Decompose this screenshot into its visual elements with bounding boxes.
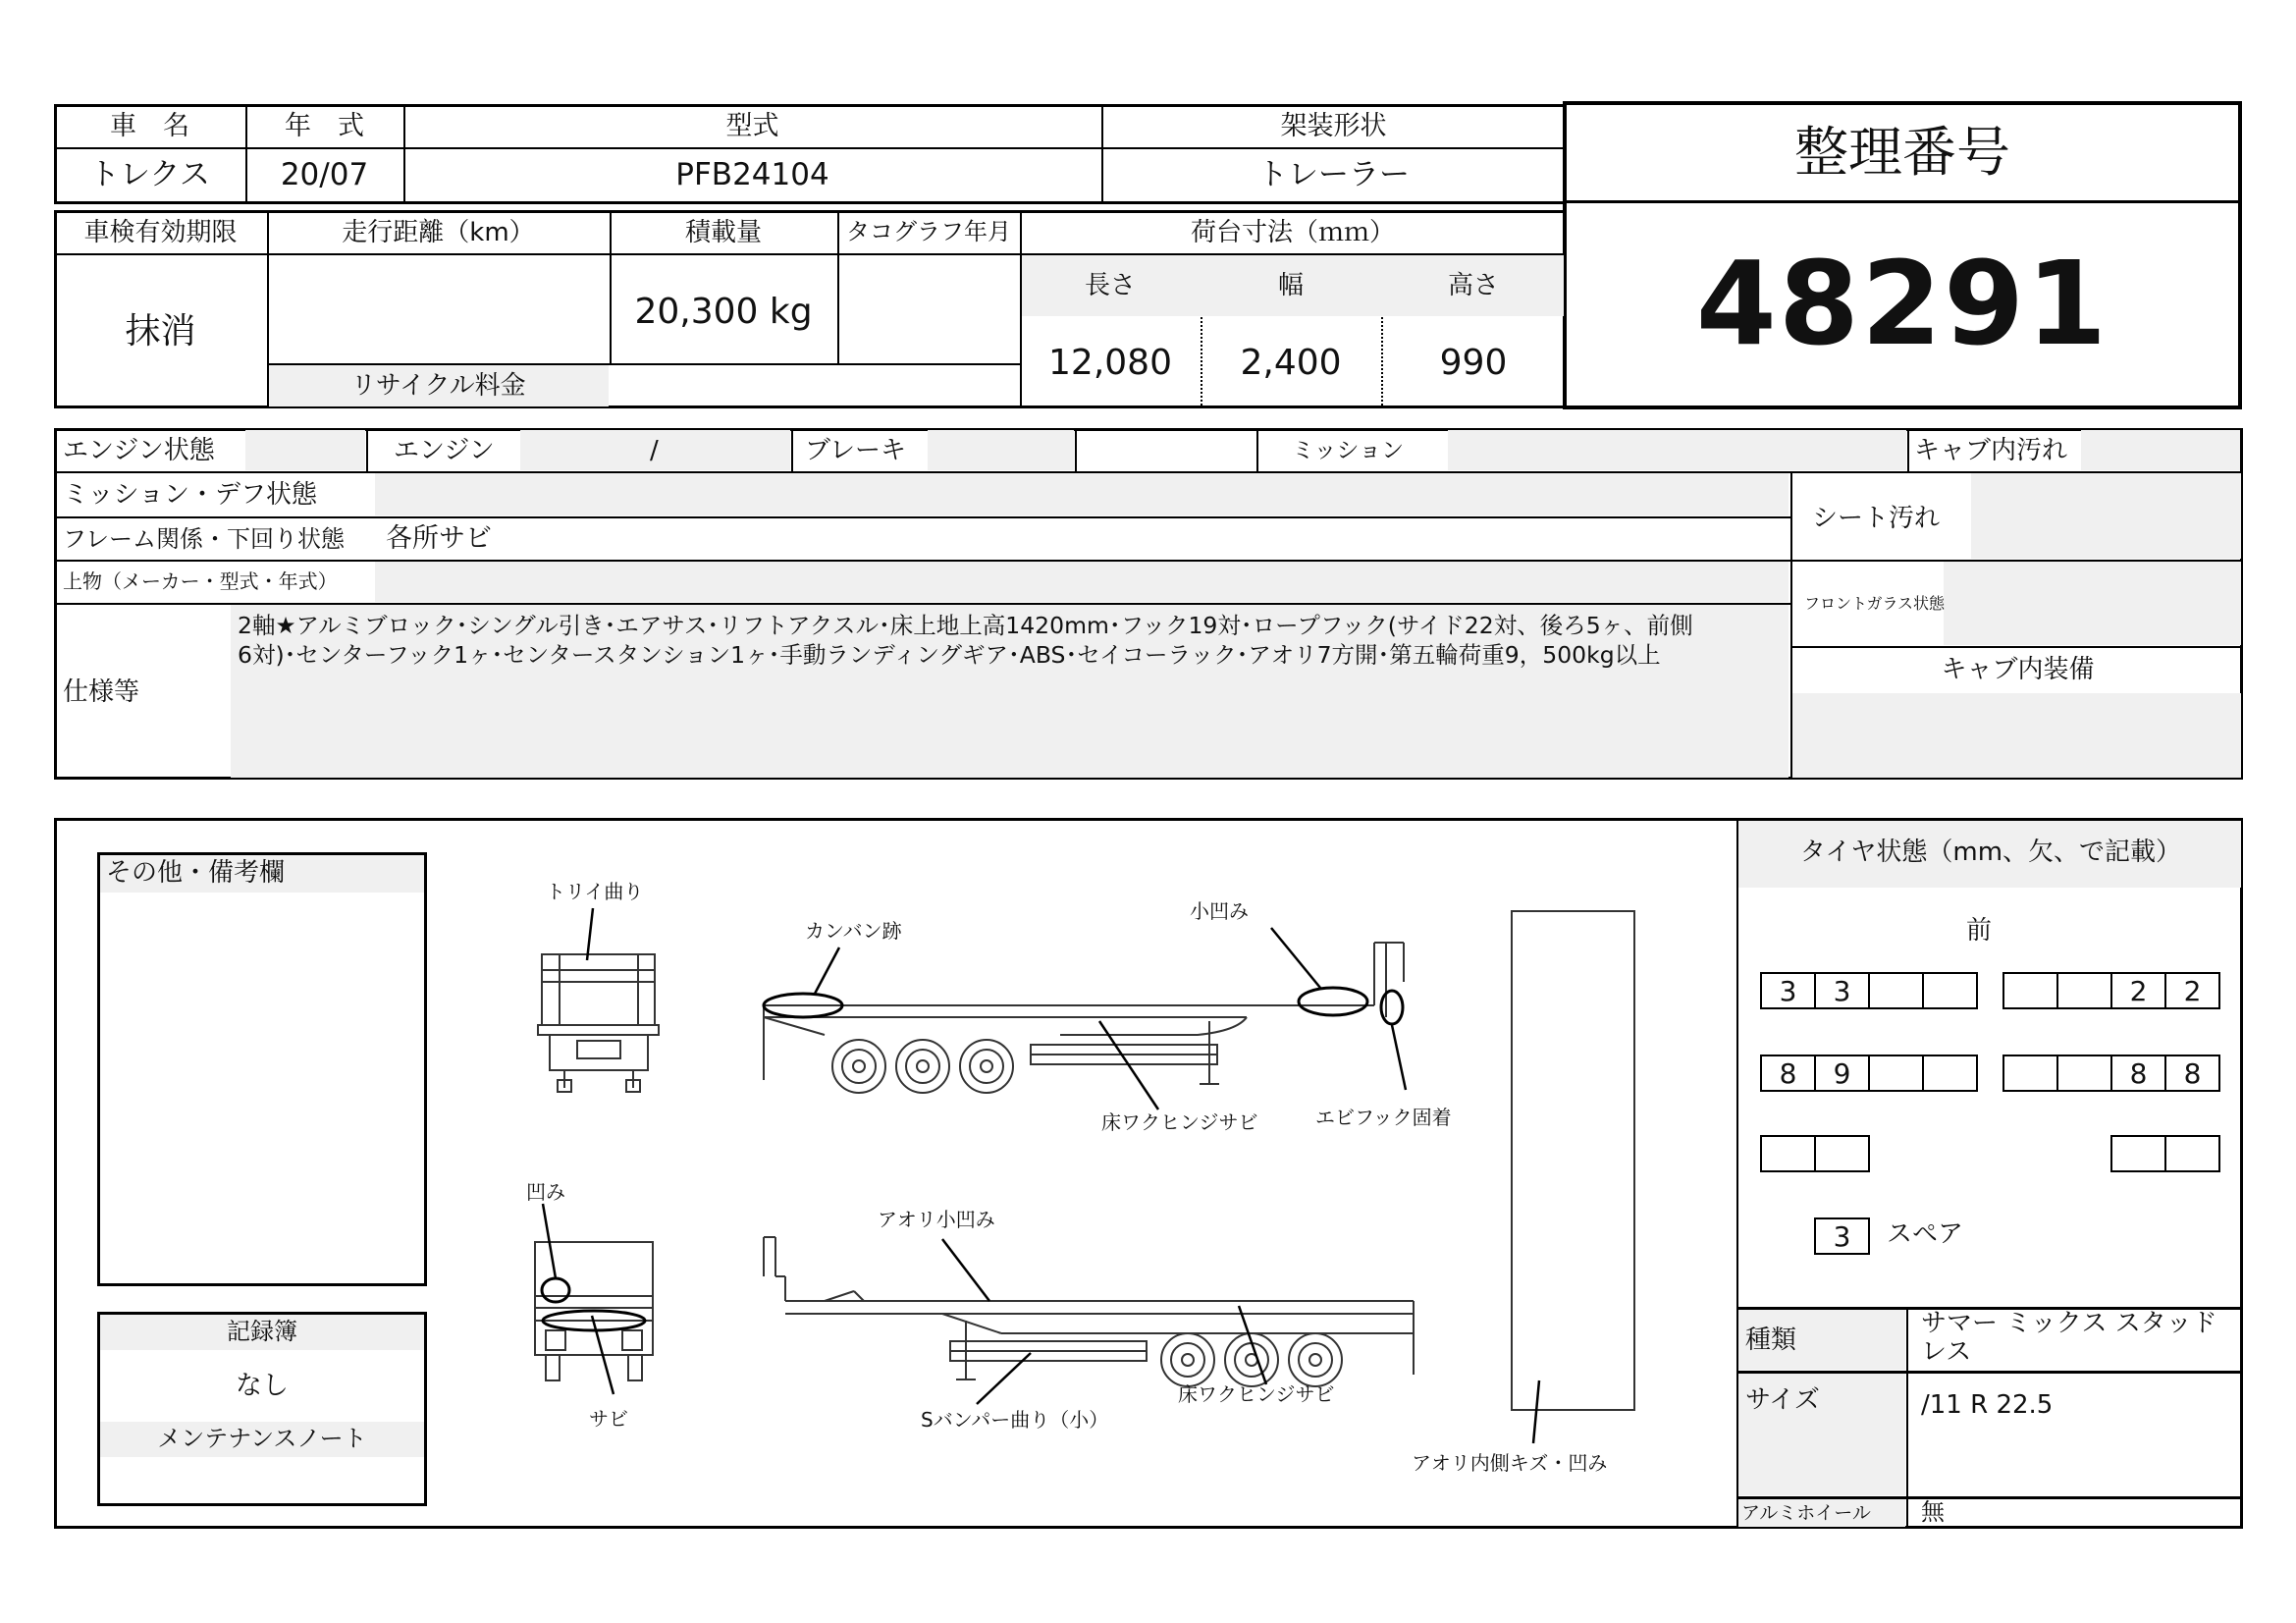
callout-aori-small-dent: アオリ小凹み	[878, 1208, 995, 1231]
callout-aori-inner-damage: アオリ内側キズ・凹み	[1412, 1451, 1608, 1475]
spare-tire-cell: 3	[1814, 1217, 1870, 1255]
length-label: 長さ	[1084, 271, 1136, 300]
tachograph-label: タコグラフ年月	[846, 218, 1011, 245]
top-view-outline	[1512, 911, 1634, 1410]
tire-type-value: サマー ミックス スタッドレス	[1921, 1309, 2217, 1367]
side-view-bottom	[764, 1237, 1414, 1386]
height-label: 高さ	[1447, 271, 1499, 300]
tire-cell: 8	[2110, 1055, 2166, 1092]
cab-dirt-label: キャブ内汚れ	[1914, 436, 2068, 465]
length-value: 12,080	[1048, 343, 1172, 383]
tire-cell	[2056, 972, 2112, 1009]
tire-panel-title: タイヤ状態（mm、欠、で記載）	[1799, 838, 2182, 867]
callout-kanban-mark: カンバン跡	[805, 919, 902, 943]
mission-diff-label: ミッション・デフ状態	[63, 480, 317, 510]
callout-small-dent: 小凹み	[1190, 899, 1249, 923]
callout-ebi-hook: エビフック固着	[1315, 1106, 1452, 1129]
record-label: 記録簿	[227, 1318, 297, 1345]
tire-cell: 3	[1760, 972, 1816, 1009]
upper-label: 上物（メーカー・型式・年式）	[63, 569, 338, 593]
mileage-label: 走行距離（km）	[342, 218, 535, 247]
callout-floor-hinge-rust-2: 床ワクヒンジサビ	[1178, 1382, 1335, 1406]
tire-type-label: 種類	[1745, 1325, 1797, 1355]
tire-cell: 8	[1760, 1055, 1816, 1092]
tire-cell	[2056, 1055, 2112, 1092]
tire-cell: 9	[1814, 1055, 1870, 1092]
tire-cell	[1868, 972, 1924, 1009]
recycle-label: リサイクル料金	[350, 371, 526, 401]
year: 20/07	[280, 157, 369, 192]
body-type: トレーラー	[1257, 157, 1410, 192]
engine-state-label: エンジン状態	[63, 436, 215, 465]
tire-size-label: サイズ	[1745, 1385, 1820, 1415]
spare-label: スペア	[1887, 1219, 1964, 1249]
year-label: 年 式	[285, 111, 364, 141]
seat-dirt-label: シート汚れ	[1812, 504, 1941, 533]
height-value: 990	[1439, 343, 1508, 383]
callout-s-bumper-bend: Sバンパー曲り（小）	[921, 1408, 1109, 1432]
ref-number-label: 整理番号	[1793, 121, 2010, 184]
remarks-label: その他・備考欄	[106, 858, 286, 888]
tire-size-value: /11 R 22.5	[1921, 1390, 2054, 1420]
inspection-value: 抹消	[125, 311, 196, 352]
spec-line-2: 6対)･センターフック1ヶ･センタースタンション1ヶ･手動ランディングギア･ABS･セイコーラック･アオリ7方開･第五輪荷重9，500kg以上	[238, 641, 1661, 669]
tire-cell: 2	[2164, 972, 2220, 1009]
cab-equip-label: キャブ内装備	[1941, 655, 2095, 684]
capacity-label: 積載量	[684, 218, 762, 247]
front-view-top	[538, 954, 659, 1092]
tire-cell: 8	[2164, 1055, 2220, 1092]
tire-cell	[1922, 1055, 1978, 1092]
alumi-wheel-value: 無	[1921, 1498, 1945, 1526]
model-label: 型式	[725, 111, 779, 141]
engine-separator: /	[650, 436, 659, 465]
mission-label: ミッション	[1292, 438, 1405, 463]
tire-front-label: 前	[1965, 916, 1992, 946]
alumi-wheel-label: アルミホイール	[1741, 1502, 1871, 1524]
side-view-top	[764, 943, 1404, 1093]
width-label: 幅	[1277, 271, 1304, 300]
inspection-label: 車検有効期限	[83, 218, 238, 247]
engine-label: エンジン	[394, 436, 495, 465]
vehicle-name: トレクス	[88, 157, 211, 192]
body-type-label: 架装形状	[1280, 111, 1387, 141]
tire-cell	[2110, 1135, 2166, 1172]
tire-cell	[1922, 972, 1978, 1009]
tire-cell	[2002, 1055, 2058, 1092]
maintenance-note: メンテナンスノート	[157, 1425, 367, 1452]
capacity-value: 20,300 kg	[634, 292, 813, 332]
callout-rust: サビ	[589, 1407, 628, 1431]
vehicle-name-label: 車 名	[110, 111, 189, 141]
tire-cell: 2	[2110, 972, 2166, 1009]
tire-cell	[2002, 972, 2058, 1009]
brake-label: ブレーキ	[805, 436, 906, 465]
tire-cell	[2164, 1135, 2220, 1172]
windshield-label: フロントガラス状態	[1804, 594, 1946, 613]
tire-cell	[1814, 1135, 1870, 1172]
tire-cell	[1760, 1135, 1816, 1172]
ref-number: 48291	[1695, 236, 2109, 371]
spec-line-1: 2軸★アルミブロック･シングル引き･エアサス･リフトアクスル･床上地上高1420mm･フック19対･ロープフック(サイド22対、後ろ5ヶ、前側	[238, 612, 1693, 639]
tire-cell: 3	[1814, 972, 1870, 1009]
bed-size-label: 荷台寸法（ｍｍ）	[1190, 218, 1395, 247]
record-value: なし	[236, 1371, 289, 1401]
spec-label: 仕様等	[63, 677, 140, 707]
callout-floor-hinge-rust-1: 床ワクヒンジサビ	[1101, 1110, 1258, 1134]
width-value: 2,400	[1240, 343, 1342, 383]
callout-torii-bend: トリイ曲り	[546, 880, 644, 903]
callout-dent: 凹み	[526, 1180, 565, 1204]
tire-cell	[1868, 1055, 1924, 1092]
model: PFB24104	[675, 157, 829, 192]
frame-value: 各所サビ	[386, 523, 492, 554]
frame-label: フレーム関係・下回り状態	[63, 525, 346, 553]
